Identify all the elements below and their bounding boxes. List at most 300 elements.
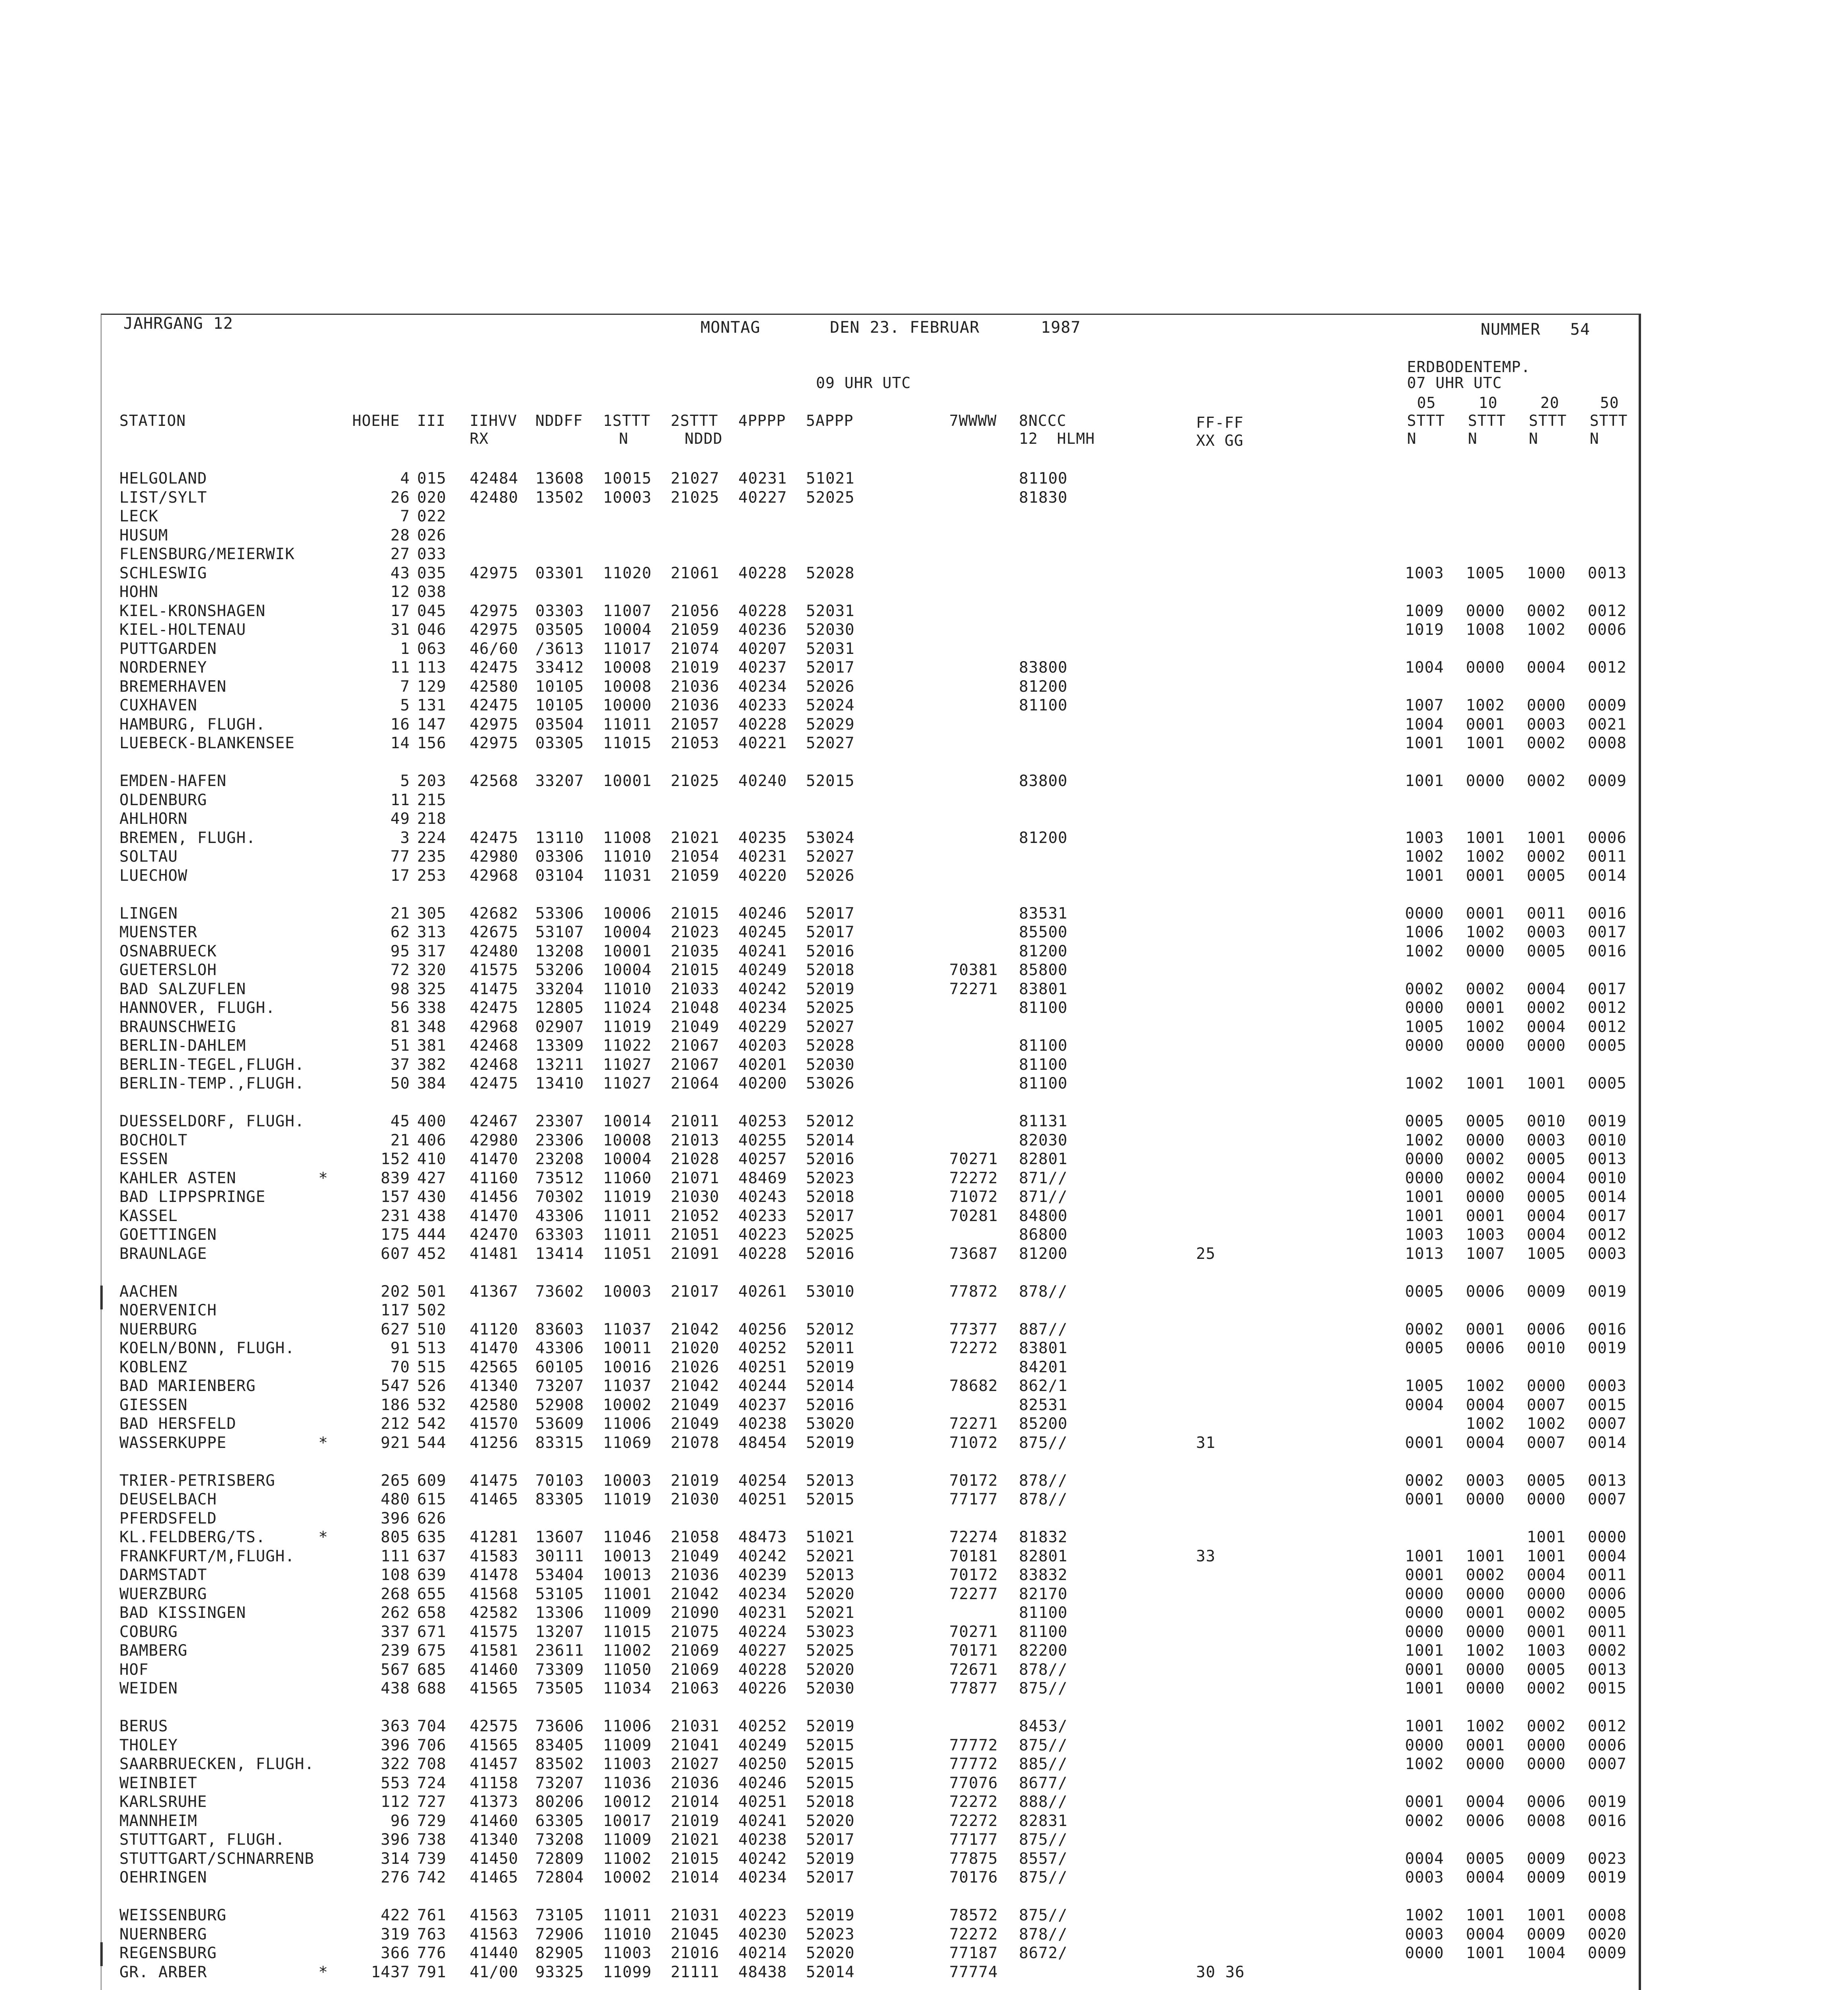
nddff-value: 03505 bbox=[535, 621, 584, 639]
group-5appp: 52024 bbox=[806, 696, 855, 714]
iihvv-value: 41575 bbox=[470, 1623, 519, 1641]
group-1sttt: 11024 bbox=[603, 999, 652, 1017]
col-hoehe: HOEHE bbox=[352, 412, 400, 429]
soil-temp-value: 0005 bbox=[1405, 1282, 1444, 1301]
station-name: WASSERKUPPE bbox=[119, 1434, 227, 1452]
soil-temp-value: 0021 bbox=[1588, 715, 1627, 734]
group-1sttt: 11003 bbox=[603, 1755, 652, 1773]
iii-value: 671 bbox=[417, 1623, 447, 1641]
station-name: KARLSRUHE bbox=[119, 1793, 207, 1811]
hoehe-value: 805 bbox=[381, 1528, 410, 1546]
group-8nccc: 82030 bbox=[1019, 1131, 1068, 1149]
group-5appp: 52015 bbox=[806, 772, 855, 790]
group-4pppp: 40200 bbox=[738, 1075, 787, 1093]
station-name: GUETERSLOH bbox=[119, 961, 217, 979]
group-2sttt: 21078 bbox=[671, 1434, 720, 1452]
soil-temp-value: 0012 bbox=[1588, 1018, 1627, 1036]
iii-value: 113 bbox=[417, 659, 447, 677]
hoehe-value: 268 bbox=[381, 1585, 410, 1603]
group-5appp: 52017 bbox=[806, 1869, 855, 1887]
group-2sttt: 21049 bbox=[671, 1415, 720, 1433]
group-ff: 31 bbox=[1196, 1434, 1216, 1452]
group-8nccc: 887// bbox=[1019, 1320, 1068, 1338]
table-row bbox=[0, 1566, 1848, 1585]
group-4pppp: 40214 bbox=[738, 1944, 787, 1962]
nddff-value: 82905 bbox=[535, 1944, 584, 1962]
hoehe-value: 49 bbox=[390, 810, 410, 828]
group-7wwww: 70172 bbox=[949, 1471, 998, 1490]
group-1sttt: 11015 bbox=[603, 734, 652, 752]
group-5appp: 52023 bbox=[806, 1169, 855, 1187]
group-1sttt: 11006 bbox=[603, 1717, 652, 1735]
soil-temp-value: 0001 bbox=[1466, 1207, 1505, 1225]
iihvv-value: 41475 bbox=[470, 980, 519, 998]
soil-temp-value: 0004 bbox=[1405, 1850, 1444, 1868]
group-2sttt: 21014 bbox=[671, 1869, 720, 1887]
soil-temp-value: 0000 bbox=[1466, 1131, 1505, 1149]
station-name: FRANKFURT/M,FLUGH. bbox=[119, 1547, 295, 1565]
group-8nccc: 83801 bbox=[1019, 1339, 1068, 1357]
group-1sttt: 10003 bbox=[603, 488, 652, 507]
soil-temp-value: 0000 bbox=[1405, 999, 1444, 1017]
nddff-value: 73512 bbox=[535, 1169, 584, 1187]
group-1sttt: 10003 bbox=[603, 1282, 652, 1301]
group-4pppp: 40228 bbox=[738, 564, 787, 582]
group-4pppp: 40227 bbox=[738, 488, 787, 507]
soil-temp-value: 0016 bbox=[1588, 1320, 1627, 1338]
iihvv-value: 41563 bbox=[470, 1906, 519, 1924]
table-row bbox=[0, 1434, 1848, 1453]
nddff-value: 72804 bbox=[535, 1869, 584, 1887]
group-1sttt: 11010 bbox=[603, 980, 652, 998]
soil-temp-value: 0013 bbox=[1588, 1471, 1627, 1490]
soil-temp-value: 0002 bbox=[1527, 848, 1566, 866]
iihvv-value: 41160 bbox=[470, 1169, 519, 1187]
nddff-value: 60105 bbox=[535, 1358, 584, 1376]
iihvv-value: 42480 bbox=[470, 942, 519, 960]
group-2sttt: 21051 bbox=[671, 1226, 720, 1244]
group-1sttt: 11099 bbox=[603, 1963, 652, 1981]
soil-temp-value: 0004 bbox=[1405, 1396, 1444, 1414]
hoehe-value: 4 bbox=[400, 470, 410, 488]
group-8nccc: 862/1 bbox=[1019, 1377, 1068, 1395]
station-name: AHLHORN bbox=[119, 810, 188, 828]
group-8nccc: 8557/ bbox=[1019, 1850, 1068, 1868]
iihvv-value: 42565 bbox=[470, 1358, 519, 1376]
station-name: EMDEN-HAFEN bbox=[119, 772, 227, 790]
group-2sttt: 21061 bbox=[671, 564, 720, 582]
depth-10: 10 bbox=[1479, 394, 1498, 412]
table-row bbox=[0, 1755, 1848, 1774]
station-name: BERLIN-DAHLEM bbox=[119, 1037, 246, 1055]
col-8nccc-sub: 12 HLMH bbox=[1019, 430, 1095, 447]
group-4pppp: 40234 bbox=[738, 999, 787, 1017]
table-row bbox=[0, 1491, 1848, 1509]
soil-temp-value: 0004 bbox=[1527, 980, 1566, 998]
group-4pppp: 48438 bbox=[738, 1963, 787, 1981]
nddff-value: 53609 bbox=[535, 1415, 584, 1433]
station-name: DUESSELDORF, FLUGH. bbox=[119, 1112, 305, 1130]
group-8nccc: 81100 bbox=[1019, 1055, 1068, 1074]
station-name: HANNOVER, FLUGH. bbox=[119, 999, 275, 1017]
iii-value: 635 bbox=[417, 1528, 447, 1546]
iii-value: 384 bbox=[417, 1075, 447, 1093]
iihvv-value: 41340 bbox=[470, 1377, 519, 1395]
group-1sttt: 10013 bbox=[603, 1547, 652, 1565]
group-7wwww: 70381 bbox=[949, 961, 998, 979]
nddff-value: 80206 bbox=[535, 1793, 584, 1811]
table-row bbox=[0, 791, 1848, 810]
group-4pppp: 40256 bbox=[738, 1320, 787, 1338]
hoehe-value: 553 bbox=[381, 1774, 410, 1792]
group-7wwww: 72671 bbox=[949, 1660, 998, 1679]
hoehe-value: 11 bbox=[390, 791, 410, 809]
group-ff: 25 bbox=[1196, 1245, 1216, 1263]
soil-temp-value: 0002 bbox=[1466, 980, 1505, 998]
nddff-value: 63303 bbox=[535, 1226, 584, 1244]
group-8nccc: 84201 bbox=[1019, 1358, 1068, 1376]
soil-temp-value: 0008 bbox=[1527, 1812, 1566, 1830]
iihvv-value: 42484 bbox=[470, 470, 519, 488]
group-2sttt: 21025 bbox=[671, 772, 720, 790]
soil-temp-value: 0014 bbox=[1588, 1434, 1627, 1452]
group-8nccc: 871// bbox=[1019, 1169, 1068, 1187]
group-4pppp: 40224 bbox=[738, 1623, 787, 1641]
hoehe-value: 7 bbox=[400, 507, 410, 525]
iii-value: 510 bbox=[417, 1320, 447, 1338]
hoehe-value: 363 bbox=[381, 1717, 410, 1735]
soil-temp-value: 1002 bbox=[1405, 1755, 1444, 1773]
iii-value: 609 bbox=[417, 1471, 447, 1490]
table-row bbox=[0, 1926, 1848, 1944]
soil-temp-value: 0005 bbox=[1405, 1112, 1444, 1130]
station-name: HUSUM bbox=[119, 526, 168, 544]
soil-temp-value: 0001 bbox=[1466, 715, 1505, 734]
soil-temp-value: 1001 bbox=[1405, 1547, 1444, 1565]
table-row bbox=[0, 829, 1848, 848]
station-name: KAHLER ASTEN bbox=[119, 1169, 236, 1187]
table-row bbox=[0, 1831, 1848, 1850]
col-iii: III bbox=[417, 412, 446, 429]
group-1sttt: 10002 bbox=[603, 1869, 652, 1887]
group-2sttt: 21091 bbox=[671, 1245, 720, 1263]
soil-temp-value: 0012 bbox=[1588, 1226, 1627, 1244]
iii-value: 444 bbox=[417, 1226, 447, 1244]
nddff-value: 13211 bbox=[535, 1055, 584, 1074]
iii-value: 761 bbox=[417, 1906, 447, 1924]
nddff-value: 13410 bbox=[535, 1075, 584, 1093]
soil-temp-value: 1007 bbox=[1405, 696, 1444, 714]
table-row bbox=[0, 1037, 1848, 1055]
group-8nccc: 82801 bbox=[1019, 1547, 1068, 1565]
hoehe-value: 16 bbox=[390, 715, 410, 734]
soil-temp-value: 0004 bbox=[1466, 1869, 1505, 1887]
table-row bbox=[0, 640, 1848, 659]
nddff-value: 03504 bbox=[535, 715, 584, 734]
group-2sttt: 21031 bbox=[671, 1717, 720, 1735]
group-8nccc: 85200 bbox=[1019, 1415, 1068, 1433]
iihvv-value: 41575 bbox=[470, 961, 519, 979]
col-5appp: 5APPP bbox=[806, 412, 854, 429]
group-1sttt: 11009 bbox=[603, 1736, 652, 1754]
iii-value: 501 bbox=[417, 1282, 447, 1301]
group-7wwww: 77177 bbox=[949, 1831, 998, 1849]
group-5appp: 52017 bbox=[806, 904, 855, 923]
soil-temp-value: 0012 bbox=[1588, 659, 1627, 677]
iihvv-value: 42475 bbox=[470, 696, 519, 714]
station-name: COBURG bbox=[119, 1623, 178, 1641]
iii-value: 637 bbox=[417, 1547, 447, 1565]
group-1sttt: 11031 bbox=[603, 866, 652, 885]
iihvv-value: 42580 bbox=[470, 1396, 519, 1414]
group-4pppp: 40220 bbox=[738, 866, 787, 885]
group-4pppp: 40252 bbox=[738, 1339, 787, 1357]
group-1sttt: 11046 bbox=[603, 1528, 652, 1546]
station-name: LECK bbox=[119, 507, 158, 525]
table-row bbox=[0, 772, 1848, 791]
group-7wwww: 70271 bbox=[949, 1623, 998, 1641]
hoehe-value: 202 bbox=[381, 1282, 410, 1301]
group-5appp: 52016 bbox=[806, 1150, 855, 1168]
group-1sttt: 11010 bbox=[603, 1925, 652, 1943]
soil-temp-value: 0005 bbox=[1405, 1339, 1444, 1357]
group-5appp: 52015 bbox=[806, 1491, 855, 1508]
group-4pppp: 40223 bbox=[738, 1226, 787, 1244]
station-name: NUERBURG bbox=[119, 1320, 197, 1338]
soil-temp-value: 0001 bbox=[1405, 1793, 1444, 1811]
col-iihvv-sub: RX bbox=[470, 430, 489, 447]
group-8nccc: 83801 bbox=[1019, 980, 1068, 998]
group-5appp: 52020 bbox=[806, 1944, 855, 1962]
iii-value: 738 bbox=[417, 1831, 447, 1849]
group-1sttt: 11002 bbox=[603, 1642, 652, 1660]
group-8nccc: 83800 bbox=[1019, 659, 1068, 677]
iii-value: 675 bbox=[417, 1642, 447, 1660]
table-row bbox=[0, 696, 1848, 715]
group-4pppp: 40255 bbox=[738, 1131, 787, 1149]
group-8nccc: 81200 bbox=[1019, 1245, 1068, 1263]
group-5appp: 52019 bbox=[806, 1434, 855, 1452]
iihvv-value: 41340 bbox=[470, 1831, 519, 1849]
station-name: KL.FELDBERG/TS. bbox=[119, 1528, 266, 1546]
group-4pppp: 40234 bbox=[738, 1585, 787, 1603]
station-name: LIST/SYLT bbox=[119, 488, 207, 507]
table-row bbox=[0, 1812, 1848, 1831]
group-1sttt: 11020 bbox=[603, 564, 652, 582]
nddff-value: 13608 bbox=[535, 470, 584, 488]
group-5appp: 52025 bbox=[806, 1642, 855, 1660]
nddff-value: 43306 bbox=[535, 1339, 584, 1357]
nddff-value: 73208 bbox=[535, 1831, 584, 1849]
depth-20: 20 bbox=[1540, 394, 1559, 412]
group-1sttt: 10006 bbox=[603, 904, 652, 923]
group-4pppp: 48473 bbox=[738, 1528, 787, 1546]
station-name: BAMBERG bbox=[119, 1642, 188, 1660]
group-7wwww: 77875 bbox=[949, 1850, 998, 1868]
group-8nccc: 878// bbox=[1019, 1660, 1068, 1679]
group-5appp: 52023 bbox=[806, 1925, 855, 1943]
iii-value: 022 bbox=[417, 507, 447, 525]
iii-value: 020 bbox=[417, 488, 447, 507]
soil-temp-value: 0000 bbox=[1405, 1585, 1444, 1603]
date-label: DEN 23. FEBRUAR bbox=[830, 318, 980, 337]
table-row bbox=[0, 1528, 1848, 1547]
nddff-value: 43306 bbox=[535, 1207, 584, 1225]
group-1sttt: 10003 bbox=[603, 1471, 652, 1490]
soil-temp-value: 0005 bbox=[1527, 1660, 1566, 1679]
col-n-3: N bbox=[1529, 430, 1538, 447]
group-2sttt: 21049 bbox=[671, 1018, 720, 1036]
soil-temp-value: 1009 bbox=[1405, 602, 1444, 620]
soil-temp-value: 0014 bbox=[1588, 1188, 1627, 1206]
group-1sttt: 11003 bbox=[603, 1944, 652, 1962]
iihvv-value: 41256 bbox=[470, 1434, 519, 1452]
soil-temp-value: 0000 bbox=[1527, 1585, 1566, 1603]
soil-temp-value: 0011 bbox=[1588, 1623, 1627, 1641]
group-8nccc: 878// bbox=[1019, 1471, 1068, 1490]
group-4pppp: 40235 bbox=[738, 829, 787, 847]
nddff-value: 03306 bbox=[535, 848, 584, 866]
group-1sttt: 10013 bbox=[603, 1566, 652, 1584]
iii-value: 253 bbox=[417, 866, 447, 885]
group-4pppp: 40207 bbox=[738, 640, 787, 658]
group-1sttt: 11002 bbox=[603, 1850, 652, 1868]
nddff-value: 33412 bbox=[535, 659, 584, 677]
iii-value: 542 bbox=[417, 1415, 447, 1433]
soil-temp-value: 1001 bbox=[1405, 1188, 1444, 1206]
group-1sttt: 10008 bbox=[603, 659, 652, 677]
group-7wwww: 78572 bbox=[949, 1906, 998, 1924]
nddff-value: 70103 bbox=[535, 1471, 584, 1490]
hoehe-value: 152 bbox=[381, 1150, 410, 1168]
group-8nccc: 875// bbox=[1019, 1736, 1068, 1754]
nddff-value: 23307 bbox=[535, 1112, 584, 1130]
bergstation-star-icon: * bbox=[318, 1434, 328, 1452]
hoehe-value: 314 bbox=[381, 1850, 410, 1868]
station-name: BREMEN, FLUGH. bbox=[119, 829, 256, 847]
col-7wwww: 7WWWW bbox=[949, 412, 997, 429]
iii-value: 452 bbox=[417, 1245, 447, 1263]
group-2sttt: 21058 bbox=[671, 1528, 720, 1546]
group-5appp: 52030 bbox=[806, 621, 855, 639]
group-1sttt: 11011 bbox=[603, 1906, 652, 1924]
table-row bbox=[0, 470, 1848, 488]
group-4pppp: 40233 bbox=[738, 1207, 787, 1225]
soil-temp-value: 0002 bbox=[1405, 980, 1444, 998]
hoehe-value: 91 bbox=[390, 1339, 410, 1357]
group-1sttt: 11037 bbox=[603, 1320, 652, 1338]
soil-temp-value: 0003 bbox=[1527, 715, 1566, 734]
nddff-value: 73207 bbox=[535, 1377, 584, 1395]
iihvv-value: 42968 bbox=[470, 866, 519, 885]
hoehe-value: 480 bbox=[381, 1491, 410, 1508]
group-7wwww: 77177 bbox=[949, 1491, 998, 1508]
hoehe-value: 27 bbox=[390, 545, 410, 563]
soil-temp-value: 0000 bbox=[1466, 1491, 1505, 1508]
hoehe-value: 26 bbox=[390, 488, 410, 507]
iihvv-value: 42975 bbox=[470, 621, 519, 639]
col-stttn-3: STTT bbox=[1529, 412, 1567, 429]
hoehe-value: 11 bbox=[390, 659, 410, 677]
group-2sttt: 21019 bbox=[671, 1471, 720, 1490]
iii-value: 655 bbox=[417, 1585, 447, 1603]
nddff-value: 93325 bbox=[535, 1963, 584, 1981]
group-1sttt: 10004 bbox=[603, 923, 652, 941]
station-name: TRIER-PETRISBERG bbox=[119, 1471, 275, 1490]
group-7wwww: 70181 bbox=[949, 1547, 998, 1565]
table-row bbox=[0, 545, 1848, 564]
hoehe-value: 81 bbox=[390, 1018, 410, 1036]
table-row bbox=[0, 1075, 1848, 1093]
group-5appp: 52018 bbox=[806, 961, 855, 979]
soil-temp-value: 1013 bbox=[1405, 1245, 1444, 1263]
soil-temp-value: 0007 bbox=[1527, 1434, 1566, 1452]
hoehe-value: 239 bbox=[381, 1642, 410, 1660]
nddff-value: 73105 bbox=[535, 1906, 584, 1924]
hoehe-value: 77 bbox=[390, 848, 410, 866]
soil-temp-value: 1005 bbox=[1405, 1018, 1444, 1036]
iihvv-value: 42480 bbox=[470, 488, 519, 507]
table-row bbox=[0, 1963, 1848, 1982]
soil-temp-value: 0006 bbox=[1527, 1793, 1566, 1811]
group-1sttt: 10000 bbox=[603, 696, 652, 714]
table-row bbox=[0, 905, 1848, 923]
group-1sttt: 10001 bbox=[603, 772, 652, 790]
group-4pppp: 40201 bbox=[738, 1055, 787, 1074]
table-row bbox=[0, 1245, 1848, 1264]
soil-temp-value: 1006 bbox=[1405, 923, 1444, 941]
hoehe-value: 839 bbox=[381, 1169, 410, 1187]
iii-value: 427 bbox=[417, 1169, 447, 1187]
nddff-value: 30111 bbox=[535, 1547, 584, 1565]
group-8nccc: 82801 bbox=[1019, 1150, 1068, 1168]
nddff-value: 10105 bbox=[535, 696, 584, 714]
group-4pppp: 40252 bbox=[738, 1717, 787, 1735]
group-1sttt: 11051 bbox=[603, 1245, 652, 1263]
group-5appp: 52019 bbox=[806, 1717, 855, 1735]
table-row bbox=[0, 1642, 1848, 1660]
station-name: BAD KISSINGEN bbox=[119, 1604, 246, 1622]
weekday-label: MONTAG bbox=[701, 318, 761, 337]
soil-temp-value: 1001 bbox=[1527, 1547, 1566, 1565]
group-2sttt: 21015 bbox=[671, 1850, 720, 1868]
soil-temp-value: 0008 bbox=[1588, 734, 1627, 752]
soil-temp-value: 0012 bbox=[1588, 1717, 1627, 1735]
iii-value: 410 bbox=[417, 1150, 447, 1168]
soil-temp-value: 0004 bbox=[1527, 659, 1566, 677]
col-2sttt-sub: NDDD bbox=[685, 430, 723, 447]
station-name: SAARBRUECKEN, FLUGH. bbox=[119, 1755, 314, 1773]
iihvv-value: 41456 bbox=[470, 1188, 519, 1206]
group-4pppp: 40203 bbox=[738, 1037, 787, 1055]
soil-temp-value: 0020 bbox=[1588, 1925, 1627, 1943]
iihvv-value: 42675 bbox=[470, 923, 519, 941]
soil-temp-value: 0011 bbox=[1588, 848, 1627, 866]
iii-value: 382 bbox=[417, 1055, 447, 1074]
station-name: THOLEY bbox=[119, 1736, 178, 1754]
group-2sttt: 21036 bbox=[671, 677, 720, 696]
hoehe-value: 175 bbox=[381, 1226, 410, 1244]
soil-temp-value: 1002 bbox=[1405, 942, 1444, 960]
nddff-value: 73207 bbox=[535, 1774, 584, 1792]
group-2sttt: 21071 bbox=[671, 1169, 720, 1187]
depth-05: 05 bbox=[1417, 394, 1436, 412]
iii-value: 639 bbox=[417, 1566, 447, 1584]
iihvv-value: 41570 bbox=[470, 1415, 519, 1433]
station-name: FLENSBURG/MEIERWIK bbox=[119, 545, 295, 563]
soil-temp-value: 0001 bbox=[1405, 1660, 1444, 1679]
group-1sttt: 10004 bbox=[603, 621, 652, 639]
